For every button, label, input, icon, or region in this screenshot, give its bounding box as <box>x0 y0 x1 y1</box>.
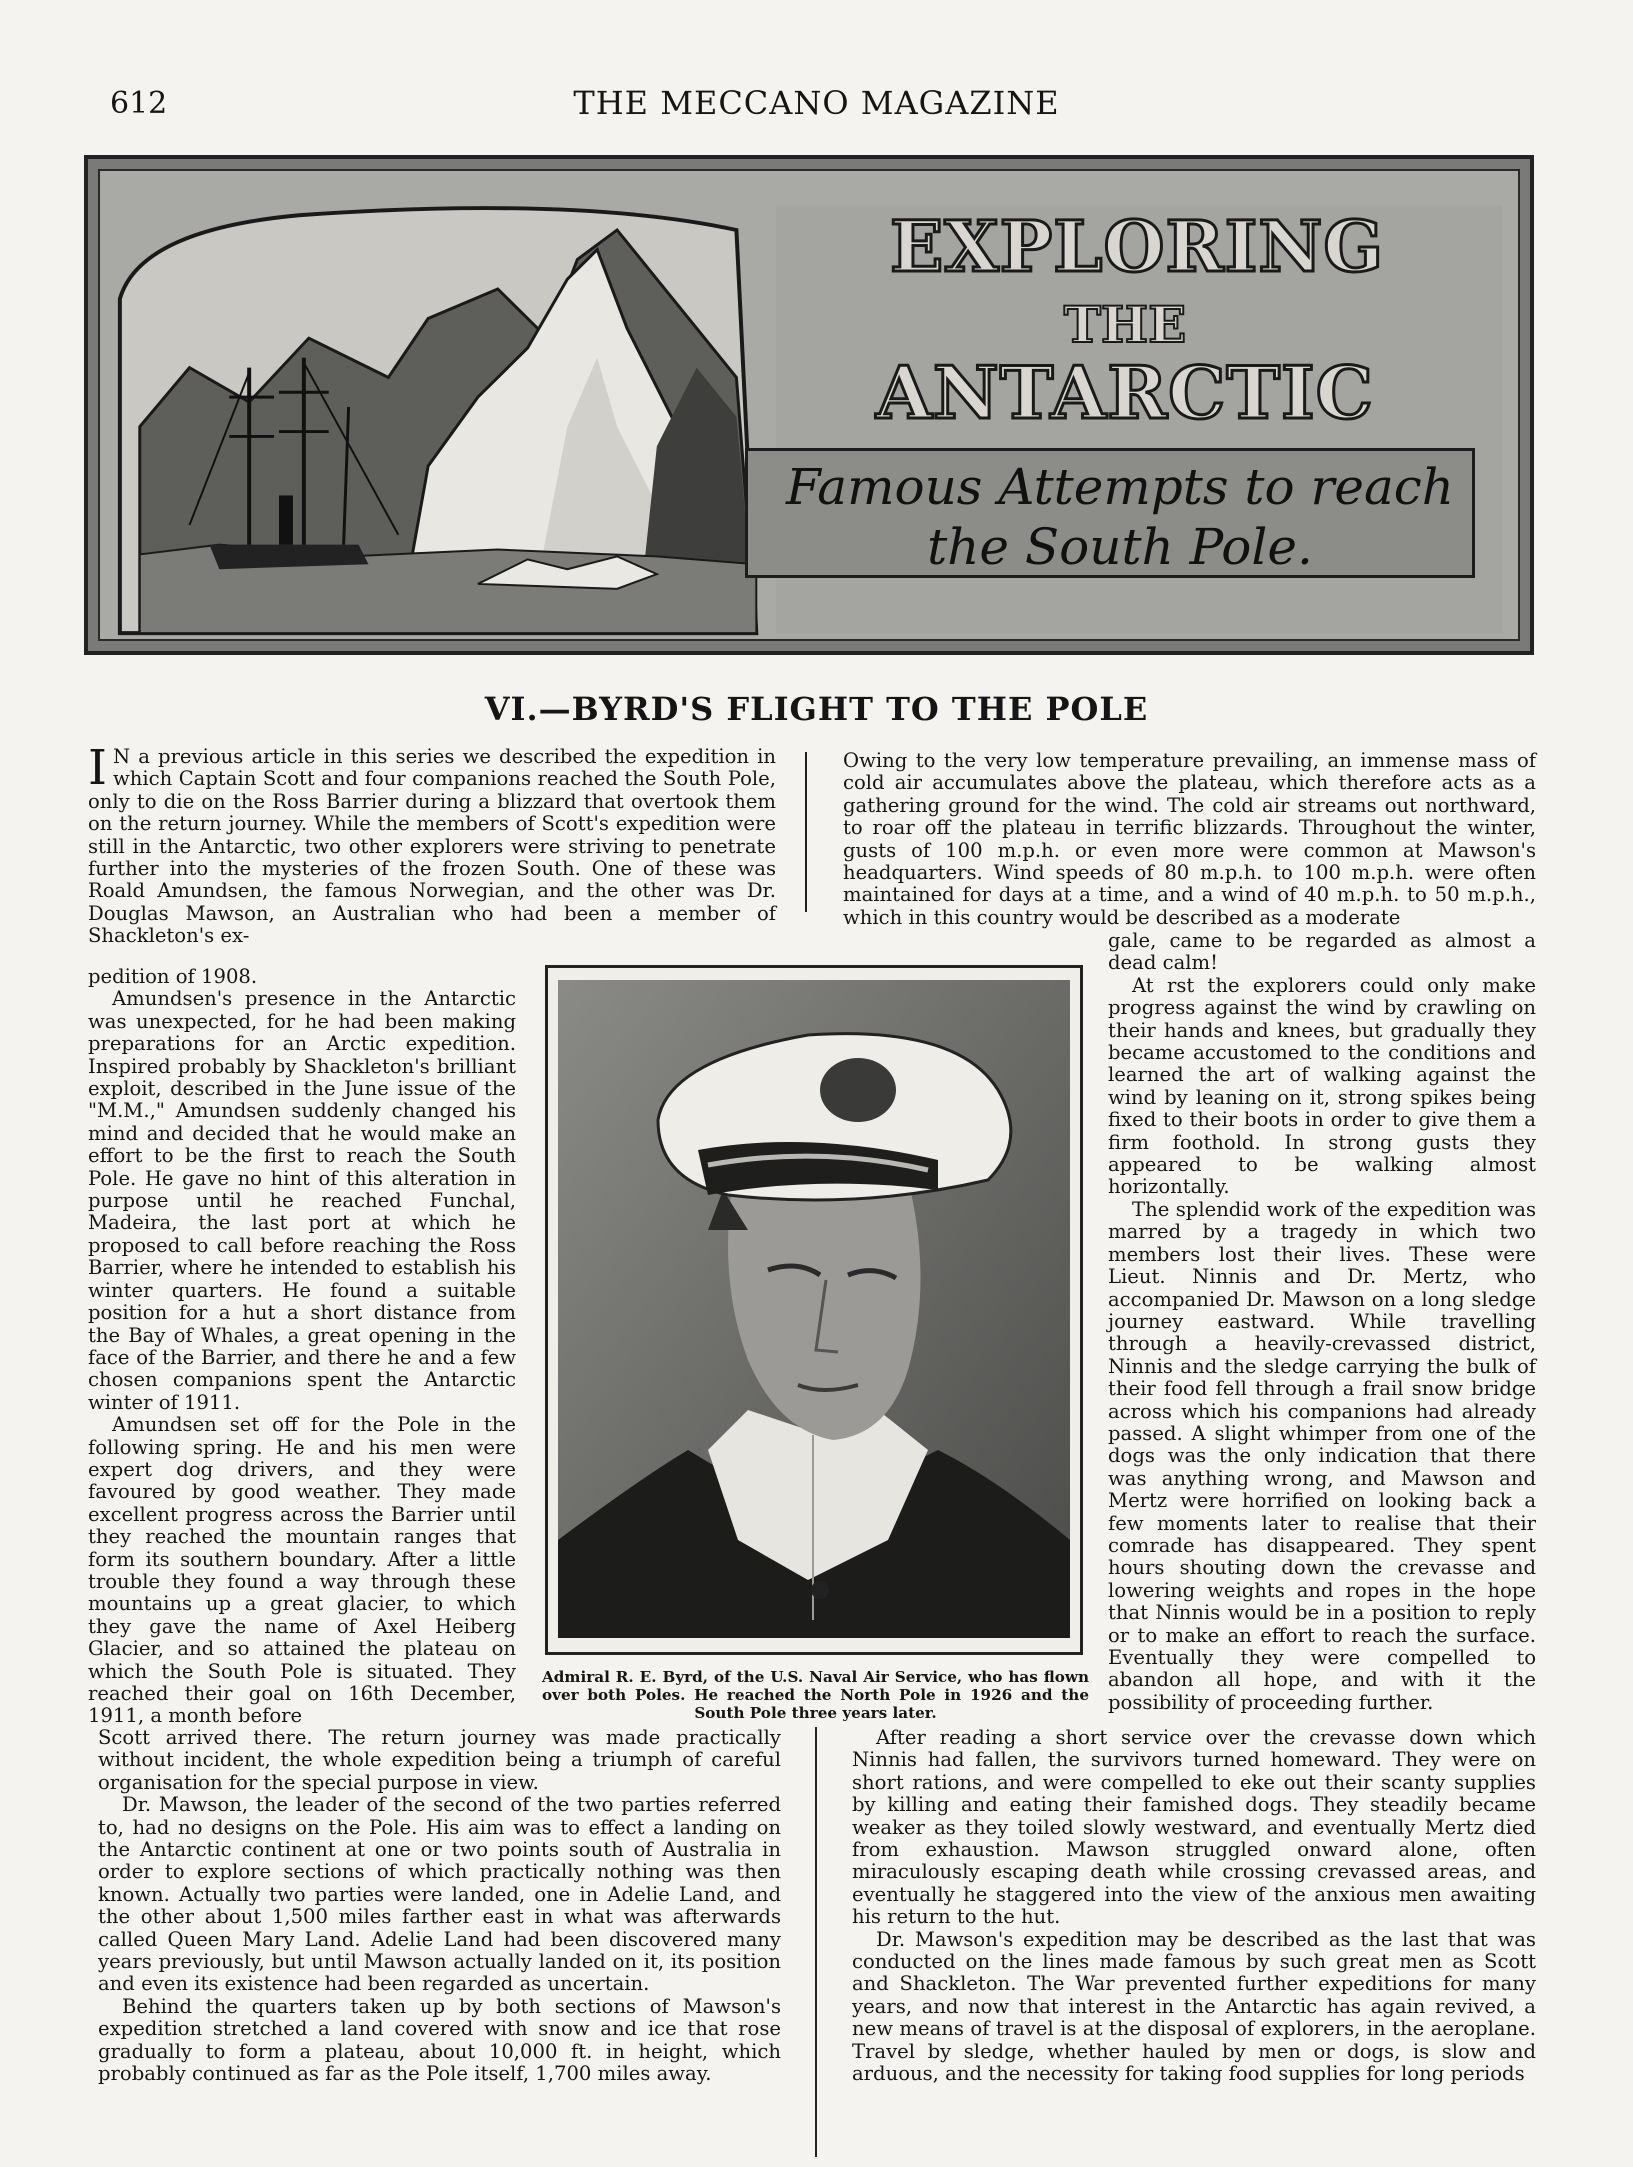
portrait-photo-frame <box>545 965 1083 1655</box>
paragraph: Dr. Mawson's expedition may be described as the last that was conducted on the lines made famous by such great men as Scott and Shackleton. The War prevented further expeditions for many years, and now that interest in the Antarctic has again revived, a new means of travel is at the disposal of explorers, in the aeroplane. Travel by sledge, whether hauled by men or dogs, is slow and arduous, and the necessity for taking food supplies for long periods <box>852 1927 1536 2086</box>
paragraph: The splendid work of the expedition was marred by a tragedy in which two members lost their lives. These were Lieut. Ninnis and Dr. Mertz, who accompanied Dr. Mawson on a long sledge journey eastward. While travelling through a heavily-crevassed district, Ninnis and the sledge carrying the bulk of their food fell through a frail snow bridge across which his companions had already passed. A slight whimper from one of the dogs was the only indication that there was anything wrong, and Mawson and Mertz were horrified on looking back a few moments later to realise that their comrade has disappeared. They spent hours shouting down the crevasse and lowering weights and ropes in the hope that Ninnis would be in a position to reply or to make an effort to reach the surface. Eventually they were compelled to abandon all hope, and with it the possibility of proceeding further. <box>1108 1197 1536 1714</box>
left-column-top <box>88 740 776 948</box>
paragraph: gale, came to be regarded as almost a dead calm! <box>1108 929 1536 975</box>
paragraph: Owing to the very low temperature prevailing, an immense mass of cold air accumulates above the plateau, which therefore acts as a gathering ground for the wind. The cold air streams out northward, to roar off the plateau in terrific blizzards. Throughout the winter, gusts of 100 m.p.h. or even more were common at Mawson's headquarters. Wind speeds of 80 m.p.h. to 100 m.p.h. were often maintained for days at a time, and a wind of 40 m.p.h. to 50 m.p.h., which in this country would be described as a moderate <box>843 749 1536 929</box>
right-column-top <box>843 750 1536 929</box>
banner-title-exploring: EXPLORING <box>890 205 1385 288</box>
paragraph: N a previous article in this series we described the expedition in which Captain Scott and four companions reached the South Pole, only to die on the Ross Barrier during a blizzard that overtook them on the return journey. While the members of Scott's expedition were still in the Antarctic, two other explorers were striving to penetrate further into the mysteries of the frozen South. One of these was Roald Amundsen, the famous Norwegian, and the other was Dr. Douglas Mawson, an Australian who had been a member of Shackleton's ex- <box>88 745 776 948</box>
photo-caption: Admiral R. E. Byrd, of the U.S. Naval Air Service, who has flown over both Poles. He reached the North Pole in 1926 and the South Pole three years later. <box>542 1668 1089 1722</box>
banner-subtitle-line1: Famous Attempts to reach <box>785 458 1455 516</box>
paragraph: Amundsen set off for the Pole in the following spring. He and his men were expert dog drivers, and they were favoured by good weather. They made excellent progress across the Barrier until they reached the mountain ranges that form its southern boundary. After a little trouble they found a way through these mountains up a great glacier, to which they gave the name of Axel Heiberg Glacier, and so attained the plateau on which the South Pole is situated. They reached their goal on 16th December, 1911, a month before <box>88 1413 516 1728</box>
drop-cap: I <box>88 740 107 796</box>
paragraph: pedition of 1908. <box>88 965 258 988</box>
magazine-masthead: THE MECCANO MAGAZINE <box>573 84 1060 122</box>
paragraph: Scott arrived there. The return journey was made practically without incident, the whole expedition being a triumph of careful organisation for the special purpose in view. <box>98 1726 781 1794</box>
column-rule <box>815 1727 817 2157</box>
right-column-bottom <box>852 1727 1536 2086</box>
article-heading: VI.—BYRD'S FLIGHT TO THE POLE <box>484 690 1149 728</box>
paragraph: Behind the quarters taken up by both sections of Mawson's expedition stretched a land covered with snow and ice that rose gradually to form a plateau, about 10,000 ft. in height, which probably continued as far as the Pole itself, 1,700 miles away. <box>98 1994 781 2086</box>
page-number: 612 <box>110 86 168 121</box>
right-column-narrow <box>1108 930 1536 1714</box>
paragraph: Dr. Mawson, the leader of the second of the two parties referred to, had no designs on the Pole. His aim was to effect a landing on the Antarctic continent at one or two points south of Australia in order to explore sections of which practically nothing was then known. Actually two parties were landed, one in Adelie Land, and the other about 1,500 miles farther east in what was afterwards called Queen Mary Land. Adelie Land had been discovered many years previously, but until Mawson actually landed on it, its position and even its existence had been regarded as uncertain. <box>98 1793 781 1996</box>
column-rule <box>805 752 807 912</box>
paragraph: Amundsen's presence in the Antarctic was unexpected, for he had been making preparations for an Arctic expedition. Inspired probably by Shackleton's brilliant exploit, described in the June issue of the "M.M.," Amundsen suddenly changed his mind and decided that he would make an effort to be the first to reach the South Pole. He gave no hint of this alteration in purpose until he reached Funchal, Madeira, the last port at which he proposed to call before reaching the Ross Barrier, where he intended to establish his winter quarters. He found a suitable position for a hut a short distance from the Bay of Whales, a great opening in the face of the Barrier, and there he and a few chosen companions spent the Antarctic winter of 1911. <box>88 987 516 1414</box>
byrd-portrait-photo <box>558 980 1070 1638</box>
left-column-narrow <box>88 966 516 1728</box>
left-column-bottom <box>98 1727 781 2086</box>
banner-title-antarctic: ANTARCTIC <box>876 350 1374 435</box>
banner-title-the: THE <box>1063 295 1187 354</box>
paragraph: After reading a short service over the crevasse down which Ninnis had fallen, the survivors turned homeward. They were on short rations, and were compelled to eke out their scanty supplies by killing and eating their famished dogs. They steadily became weaker as they toiled slowly westward, and eventually Mertz died from exhaustion. Mawson struggled onward alone, often miraculously escaping death while crossing crevassed areas, and eventually he staggered into the view of the anxious men awaiting his return to the hut. <box>852 1726 1536 1929</box>
paragraph: At rst the explorers could only make progress against the wind by crawling on their hands and knees, but gradually they became accustomed to the conditions and learned the art of walking against the wind by leaning on it, strong spikes being fixed to their boots in order to give them a firm foothold. In strong gusts they appeared to be walking almost horizontally. <box>1108 973 1536 1199</box>
banner-subtitle-line2: the South Pole. <box>927 518 1313 576</box>
